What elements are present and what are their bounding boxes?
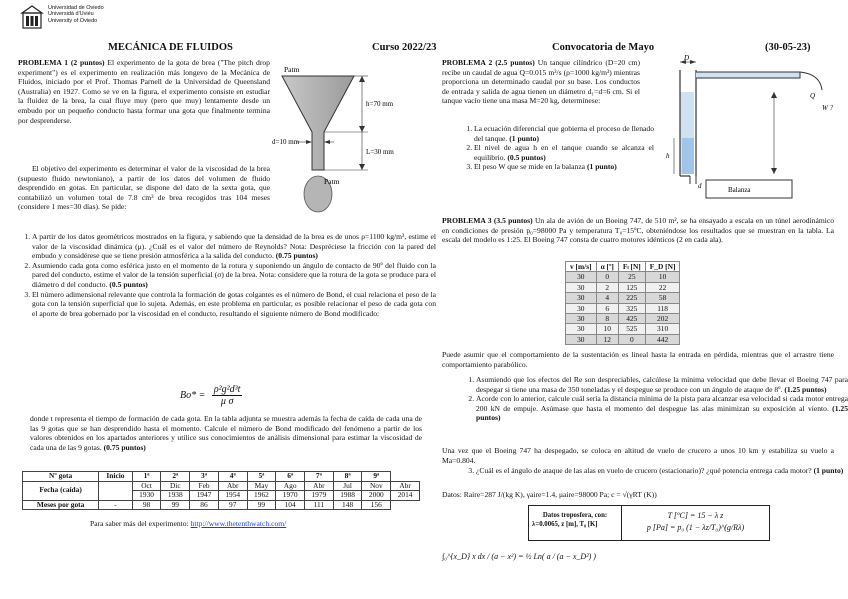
pressure-formula: p [Pa] = p₀ (1 − λz/T₀)^(g/Rλ) — [646, 523, 745, 532]
L-label: L=30 mm — [366, 148, 394, 156]
problem2-heading: PROBLEMA 2 — [442, 58, 493, 67]
fecha-header-cell: 2ª — [161, 472, 190, 482]
subject-title: MECÁNICA DE FLUIDOS — [108, 42, 233, 53]
table-row — [566, 282, 680, 292]
bond-lhs: Bo* = — [180, 390, 206, 401]
problem3-questions-a — [462, 375, 848, 423]
problem3-data: Datos: Raire=287 J/(kg K), γaire=1.4, μaire=98000 Pa; c = √(γRT (K)) — [442, 490, 657, 499]
meses-cell: 99 — [247, 500, 276, 510]
fecha-month-cell: Ago — [276, 481, 305, 491]
problem1-intro — [18, 58, 270, 125]
wing-table-cell: 30 — [566, 303, 597, 313]
inlet-pipe — [696, 72, 800, 78]
table-row — [566, 314, 680, 324]
wing-table-cell: 30 — [566, 282, 597, 292]
problem2-item2: 2. El nivel de agua h en el tanque cuando se alcanza el equilibrio. (0.5 puntos) — [474, 143, 654, 162]
wing-table-cell: 25 — [618, 272, 645, 282]
experiment-link[interactable]: http://www.thetenthwatch.com/ — [190, 519, 287, 528]
more-info — [90, 519, 420, 529]
problem3-item2: 2. Acorde con lo anterior, calcule cuál sería la distancia mínima de la pista para alcanzar esa velocidad si cada motor entrega 200 kN de empuje. Asúmase que hasta el momento del despegue las alas minimizan su exposición al viento. (1.25 puntos) — [476, 394, 848, 423]
meses-cell: 98 — [132, 500, 161, 510]
bond-denominator: μ σ — [220, 396, 234, 407]
problem1-questions — [18, 232, 436, 318]
problem2-intro — [442, 58, 640, 106]
problem1-intro-text: El experimento de la gota de brea ("The pitch drop experiment") es el experimento en realización más longevo de la Mecánica de Fluidos, iniciado por el Prof. Thomas Parnell de la Universidad de Queensland (Australia) en 1927. Como se ve en la figura, el experimento consiste en estudiar la fluidez de la brea, la cual fluye muy (pero que muy) lentamente desde un embudo por un pequeño conducto hasta formar una gota que finalmente termina por desprenderse. — [18, 58, 270, 125]
problem1-objective — [18, 164, 270, 212]
wing-table-cell: 30 — [566, 293, 597, 303]
h-tank-label: h — [666, 152, 670, 160]
table-row — [566, 293, 680, 303]
fecha-month-cell: Abr — [391, 481, 420, 491]
wing-table-cell: 6 — [596, 303, 618, 313]
wing-table-cell: 310 — [645, 324, 680, 334]
fecha-header-cell: Nº gota — [23, 472, 99, 482]
funnel-pitch — [282, 76, 354, 170]
wing-table-cell: 2 — [596, 282, 618, 292]
problem1-item1: 1. A partir de los datos geométricos mostrados en la figura, y sabiendo que la densidad de la brea es de unos ρ=1100 kg/m³, estime el valor de la viscosidad dinámica (μ). ¿Cuál es el valor del número de Reynolds? Nota: Despréciese la fricción con la pared del embudo y considérese que se tiene presión atmosférica a la salida del conducto. (0.75 puntos) — [32, 232, 436, 261]
wing-table-cell: 118 — [645, 303, 680, 313]
d-outlet-label: d — [698, 182, 702, 190]
fecha-year-cell: 1930 — [132, 491, 161, 501]
problem2-item3: 3. El peso W que se mide en la balanza (1 punto) — [474, 162, 654, 172]
wing-table-cell: 0 — [596, 272, 618, 282]
wing-table-cell: 22 — [645, 282, 680, 292]
meses-cell: 86 — [190, 500, 219, 510]
wing-table-cell: 10 — [596, 324, 618, 334]
problem1-heading: PROBLEMA 1 — [18, 58, 69, 67]
wing-table-header: α [º] — [596, 262, 618, 272]
troposphere-box — [528, 505, 770, 541]
fecha-month-cell: May — [247, 481, 276, 491]
wing-table-cell: 8 — [596, 314, 618, 324]
meses-cell: 99 — [161, 500, 190, 510]
fecha-month-cell: Oct — [132, 481, 161, 491]
troposphere-label: Datos troposfera, con: — [542, 512, 608, 519]
meses-cell: 111 — [305, 500, 334, 510]
problem3-item3: 3. ¿Cuál es el ángulo de ataque de las alas en vuelo de crucero (estacionario)? ¿qué potencia entrega cada motor? (1 punto) — [476, 466, 848, 476]
wing-table-cell: 30 — [566, 314, 597, 324]
table-row — [566, 324, 680, 334]
fecha-year-cell: 1954 — [218, 491, 247, 501]
troposphere-vars: λ=0.0065, z [m], T₀ [K] — [532, 521, 598, 528]
fecha-header-cell: 1ª — [132, 472, 161, 482]
D-label: D — [684, 54, 690, 62]
wing-table-cell: 58 — [645, 293, 680, 303]
problem2-questions — [460, 124, 654, 172]
problem2-intro-text: Un tanque cilíndrico (D=20 cm) recibe un caudal de agua Q=0.015 m³/s (ρ=1000 kg/m³) mientras proporciona un determinado caudal por su base. Los conductos de entrada y salida de agua tienen un diámetro d₁=d=6 cm. Si el tanque vacío tiene una masa M=20 kg, determínese: — [442, 58, 641, 106]
university-logo — [20, 4, 135, 32]
wing-table-cell: 325 — [618, 303, 645, 313]
patm-bottom-label: Patm — [324, 177, 340, 186]
meses-cell: 156 — [362, 500, 391, 510]
Q-label: Q — [810, 92, 816, 100]
meses-cell: - — [99, 500, 133, 510]
drop-dates-table — [22, 471, 420, 510]
fecha-month-cell: Dic — [161, 481, 190, 491]
wing-table-header: v [m/s] — [566, 262, 597, 272]
problem3-item1: 1. Asumiendo que los efectos del Re son despreciables, calcúlese la mínima velocidad que debe llevar el Boeing 747 para despegar si tiene una masa de 350 toneladas y el despegue se produce con un ángulo de ataque de 8º. (1.25 puntos) — [476, 375, 848, 394]
fecha-header-cell: 4ª — [218, 472, 247, 482]
wing-table-cell: 30 — [566, 324, 597, 334]
fecha-year-cell: 1938 — [161, 491, 190, 501]
bond-equation — [180, 384, 242, 407]
exam-date: (30-05-23) — [765, 42, 811, 53]
fecha-header-cell: 6ª — [276, 472, 305, 482]
problem1-after: donde t representa el tiempo de formación de cada gota. En la tabla adjunta se muestra además la fecha de caída de cada una de las 9 gotas que se han desprendido hasta el momento. Calcule el número de Bond modificado del fenómeno a partir de los valores obtenidos en los apartados anteriores y utilice sus conocimientos de análisis dimensional para estimar la viscosidad de cada una de las 9 gotas. (0.75 puntos) — [30, 414, 422, 452]
wing-table-cell: 12 — [596, 334, 618, 344]
wing-table-cell: 442 — [645, 334, 680, 344]
problem1-item3: 3. El número adimensional relevante que controla la formación de gotas colgantes es el número de Bond, el cual relaciona el peso de la gota con la tensión superficial que lo sujeta. Además, en este problema en particular, es posible relacionar el peso de cada gota con el aporte de brea gobernado por la viscosidad en el conducto, resultando el siguiente número de Bond modificado: — [32, 290, 436, 319]
wing-table-cell: 30 — [566, 272, 597, 282]
wing-table-cell: 202 — [645, 314, 680, 324]
problem3-questions-b — [462, 466, 848, 476]
fecha-header-cell: 7ª — [305, 472, 334, 482]
d-label: d=10 mm — [272, 138, 300, 146]
meses-label: Meses por gota — [23, 500, 99, 510]
wing-table-cell: 225 — [618, 293, 645, 303]
wing-test-table — [565, 261, 680, 345]
wing-table-cell: 10 — [645, 272, 680, 282]
problem1-points: (2 puntos) — [70, 58, 105, 67]
fecha-year-cell: 1962 — [247, 491, 276, 501]
fecha-year-cell: 1947 — [190, 491, 219, 501]
university-line1: Universidad de Oviedo — [48, 5, 104, 11]
fecha-month-cell: Feb — [190, 481, 219, 491]
balance-label: Balanza — [728, 186, 751, 194]
problem3-points: (3.5 puntos) — [493, 216, 533, 225]
wing-table-cell: 525 — [618, 324, 645, 334]
fecha-year-cell: 1970 — [276, 491, 305, 501]
fecha-month-cell: Nov — [362, 481, 391, 491]
integral-formula: ∫₀^{x_D} x dx / (a − x²) = ½ Ln( a / (a − x_D²) ) — [442, 552, 596, 561]
pitch-drop-figure — [272, 62, 424, 220]
temperature-formula: T [ºC] = 15 − λ z — [667, 511, 724, 520]
wing-table-header: Fₗ [N] — [618, 262, 645, 272]
fecha-year-cell: 2000 — [362, 491, 391, 501]
table-row — [566, 303, 680, 313]
fecha-header-cell: Inicio — [99, 472, 133, 482]
fecha-label: Fecha (caída) — [23, 481, 99, 500]
tank-water — [682, 138, 694, 174]
problem3-intro-text: Un ala de avión de un Boeing 747, de 510 m², se ha ensayado a escala en un túnel aerodinámico en condiciones de presión p₀=98000 Pa y temperatura T₀=15ºC, obteniéndose los resultados que se muestran en la tabla. La escala del modelo es 1:25. El Boeing 747 consta de cuatro motores idénticos (2 en cada ala). — [442, 216, 835, 245]
fecha-header-cell: 5ª — [247, 472, 276, 482]
fecha-header-cell: 9ª — [362, 472, 391, 482]
fecha-year-cell: 2014 — [391, 491, 420, 501]
call-label: Convocatoria de Mayo — [552, 42, 655, 53]
fecha-year-cell: 1988 — [333, 491, 362, 501]
fecha-month-cell: Abr — [218, 481, 247, 491]
problem3-assumption: Puede asumir que el comportamiento de la sustentación es lineal hasta la entrada en pérdida, mientras que el arrastre tiene comportamiento parabólico. — [442, 350, 834, 369]
wing-table-cell: 425 — [618, 314, 645, 324]
meses-cell: 104 — [276, 500, 305, 510]
course-label: Curso 2022/23 — [372, 42, 437, 53]
fecha-header-cell: 3ª — [190, 472, 219, 482]
wing-table-cell: 0 — [618, 334, 645, 344]
fecha-header-cell: 8ª — [333, 472, 362, 482]
meses-cell: 148 — [333, 500, 362, 510]
problem3-cruise: Una vez que el Boeing 747 ha despegado, se coloca en altitud de vuelo de crucero a unos 10 km y estabiliza su vuelo a Ma=0.804. — [442, 446, 834, 465]
h-label: h=70 mm — [366, 100, 394, 108]
problem2-item1: 1. La ecuación diferencial que gobierna el proceso de llenado del tanque. (1 punto) — [474, 124, 654, 143]
table-row — [566, 272, 680, 282]
wing-table-cell: 4 — [596, 293, 618, 303]
more-info-prefix: Para saber más del experimento: — [90, 519, 189, 528]
fecha-month-cell: Jul — [333, 481, 362, 491]
wing-table-cell: 125 — [618, 282, 645, 292]
problem3-heading: PROBLEMA 3 — [442, 216, 492, 225]
fecha-year-cell: 1979 — [305, 491, 334, 501]
problem1-item2: 2. Asumiendo cada gota como esférica justo en el momento de la rotura y suponiendo un ángulo de contacto de 90º del fluido con la pared del conducto, estime el valor de la tensión superficial (σ) de la brea. Nota: considere que la rotura de la gota se produce para el diámetro d del conducto. (0.5 puntos) — [32, 261, 436, 290]
patm-top-label: Patm — [284, 65, 300, 74]
university-line2: Universidá d'Uviéu — [48, 11, 94, 18]
table-row — [566, 334, 680, 344]
meses-cell: 97 — [218, 500, 247, 510]
W-label: W ? — [822, 104, 834, 112]
wing-table-header: F_D [N] — [645, 262, 680, 272]
fecha-month-cell: Abr — [305, 481, 334, 491]
problem3-intro — [442, 216, 834, 245]
wing-table-cell: 30 — [566, 334, 597, 344]
university-line3: University of Oviedo — [48, 17, 98, 24]
university-crest-icon — [20, 4, 44, 30]
problem2-points: (2.5 puntos) — [495, 58, 535, 67]
bond-numerator: ρ²g²d³t — [213, 384, 241, 395]
problem1-objective-text: El objetivo del experimento es determinar el valor de la viscosidad de la brea (supuesto fluido newtoniano), a partir de los datos del volumen de fluido desprendido en gotas. En particular, se dispone del dato de la sexta gota, que contabilizó un volumen total de 7.8 cm³ de brea recogidos tras 104 meses (considere 1 mes=30 días). Se pide: — [18, 164, 270, 212]
tank-figure — [650, 52, 840, 202]
